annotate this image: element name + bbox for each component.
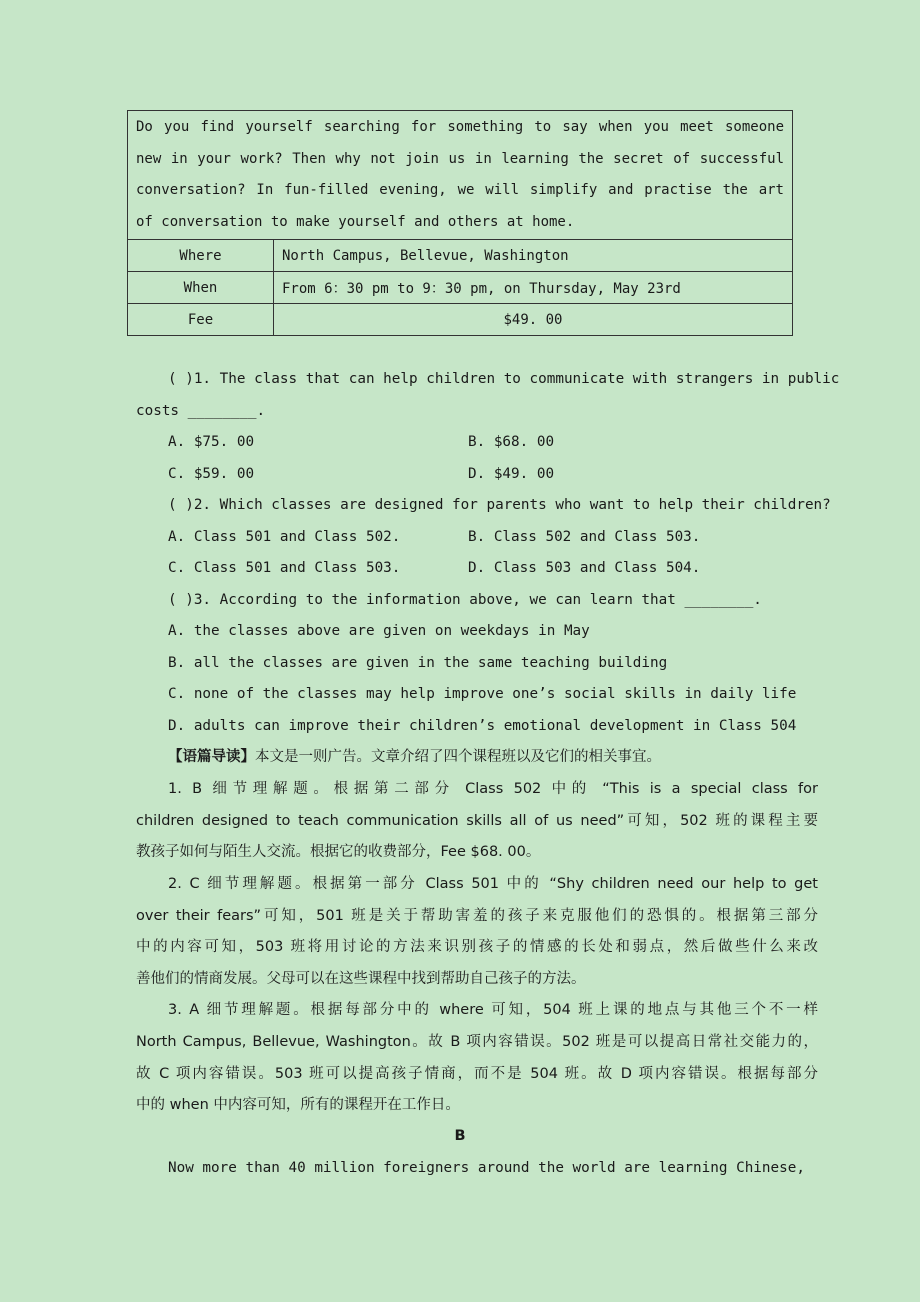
- answer-1-line-2: children designed to teach communication skills all of us need”可知，502 班的课程主要: [136, 813, 818, 829]
- answer-2-line-4: 善他们的情商发展。父母可以在这些课程中找到帮助自己孩子的方法。: [136, 971, 586, 987]
- fee-label: Fee: [128, 304, 274, 336]
- class-info-table: [127, 110, 793, 336]
- when-label: When: [128, 272, 274, 304]
- answer-3-line-2: North Campus, Bellevue, Washington。故 B 项内容错误。502 班是可以提高日常社交能力的，: [136, 1034, 818, 1050]
- question-2-option-b: B. Class 502 and Class 503.: [468, 529, 701, 545]
- question-1-option-c: C. $59. 00: [168, 466, 255, 482]
- question-3-option-a: A. the classes above are given on weekdays in May: [168, 623, 590, 639]
- section-b-title: B: [454, 1128, 466, 1144]
- question-3-option-c: C. none of the classes may help improve one’s social skills in daily life: [168, 686, 797, 702]
- question-2-stem: ( )2. Which classes are designed for parents who want to help their children?: [168, 497, 831, 513]
- answer-2-line-2: over their fears”可知，501 班是关于帮助害羞的孩子来克服他们的恐惧的。根据第三部分: [136, 908, 818, 924]
- where-value: North Campus, Bellevue, Washington: [274, 240, 793, 272]
- table-row: [128, 240, 793, 272]
- fee-value: $49. 00: [274, 304, 793, 336]
- class-description: Do you find yourself searching for something to say when you meet someone new in your work? Then why not join us in learning the secret of successful conversation? In fun-filled evening, we will simplify and practise the art of conversation to make yourself and others at home.: [128, 111, 793, 240]
- question-3-option-d: D. adults can improve their children’s emotional development in Class 504: [168, 718, 797, 734]
- answer-2-line-3: 中的内容可知，503 班将用讨论的方法来识别孩子的情感的长处和弱点，然后做些什么来改: [136, 939, 818, 955]
- question-3-stem: ( )3. According to the information above, we can learn that ________.: [168, 592, 762, 608]
- answer-2-line-1: 2. C 细节理解题。根据第一部分 Class 501 中的 “Shy children need our help to get: [168, 876, 818, 892]
- where-label: Where: [128, 240, 274, 272]
- answer-1-line-1: 1. B 细节理解题。根据第二部分 Class 502 中的 “This is a special class for: [168, 781, 818, 797]
- question-2-option-a: A. Class 501 and Class 502.: [168, 529, 401, 545]
- question-3-option-b: B. all the classes are given in the same teaching building: [168, 655, 668, 671]
- question-1-option-a: A. $75. 00: [168, 434, 255, 450]
- answer-3-line-1: 3. A 细节理解题。根据每部分中的 where 可知，504 班上课的地点与其他三个不一样: [168, 1002, 818, 1018]
- question-2-option-c: C. Class 501 and Class 503.: [168, 560, 401, 576]
- when-value: From 6：30 pm to 9：30 pm, on Thursday, May 23rd: [274, 272, 793, 304]
- question-1-stem-continued: costs ________.: [136, 403, 266, 419]
- table-row: [128, 272, 793, 304]
- reading-guide: [168, 747, 661, 767]
- question-1-option-b: B. $68. 00: [468, 434, 555, 450]
- question-1-stem: ( )1. The class that can help children to communicate with strangers in public: [168, 371, 840, 387]
- answer-1-line-3: 教孩子如何与陌生人交流。根据它的收费部分，Fee $68. 00。: [136, 844, 541, 860]
- section-b-first-line: Now more than 40 million foreigners around the world are learning Chinese,: [168, 1160, 805, 1176]
- answer-3-line-4: 中的 when 中内容可知，所有的课程开在工作日。: [136, 1097, 460, 1113]
- answer-3-line-3: 故 C 项内容错误。503 班可以提高孩子情商，而不是 504 班。故 D 项内容错误。根据每部分: [136, 1066, 818, 1082]
- table-row: [128, 304, 793, 336]
- question-1-option-d: D. $49. 00: [468, 466, 555, 482]
- reading-guide-label: 【语篇导读】: [168, 749, 255, 765]
- reading-guide-text: 本文是一则广告。文章介绍了四个课程班以及它们的相关事宜。: [255, 749, 661, 765]
- question-2-option-d: D. Class 503 and Class 504.: [468, 560, 701, 576]
